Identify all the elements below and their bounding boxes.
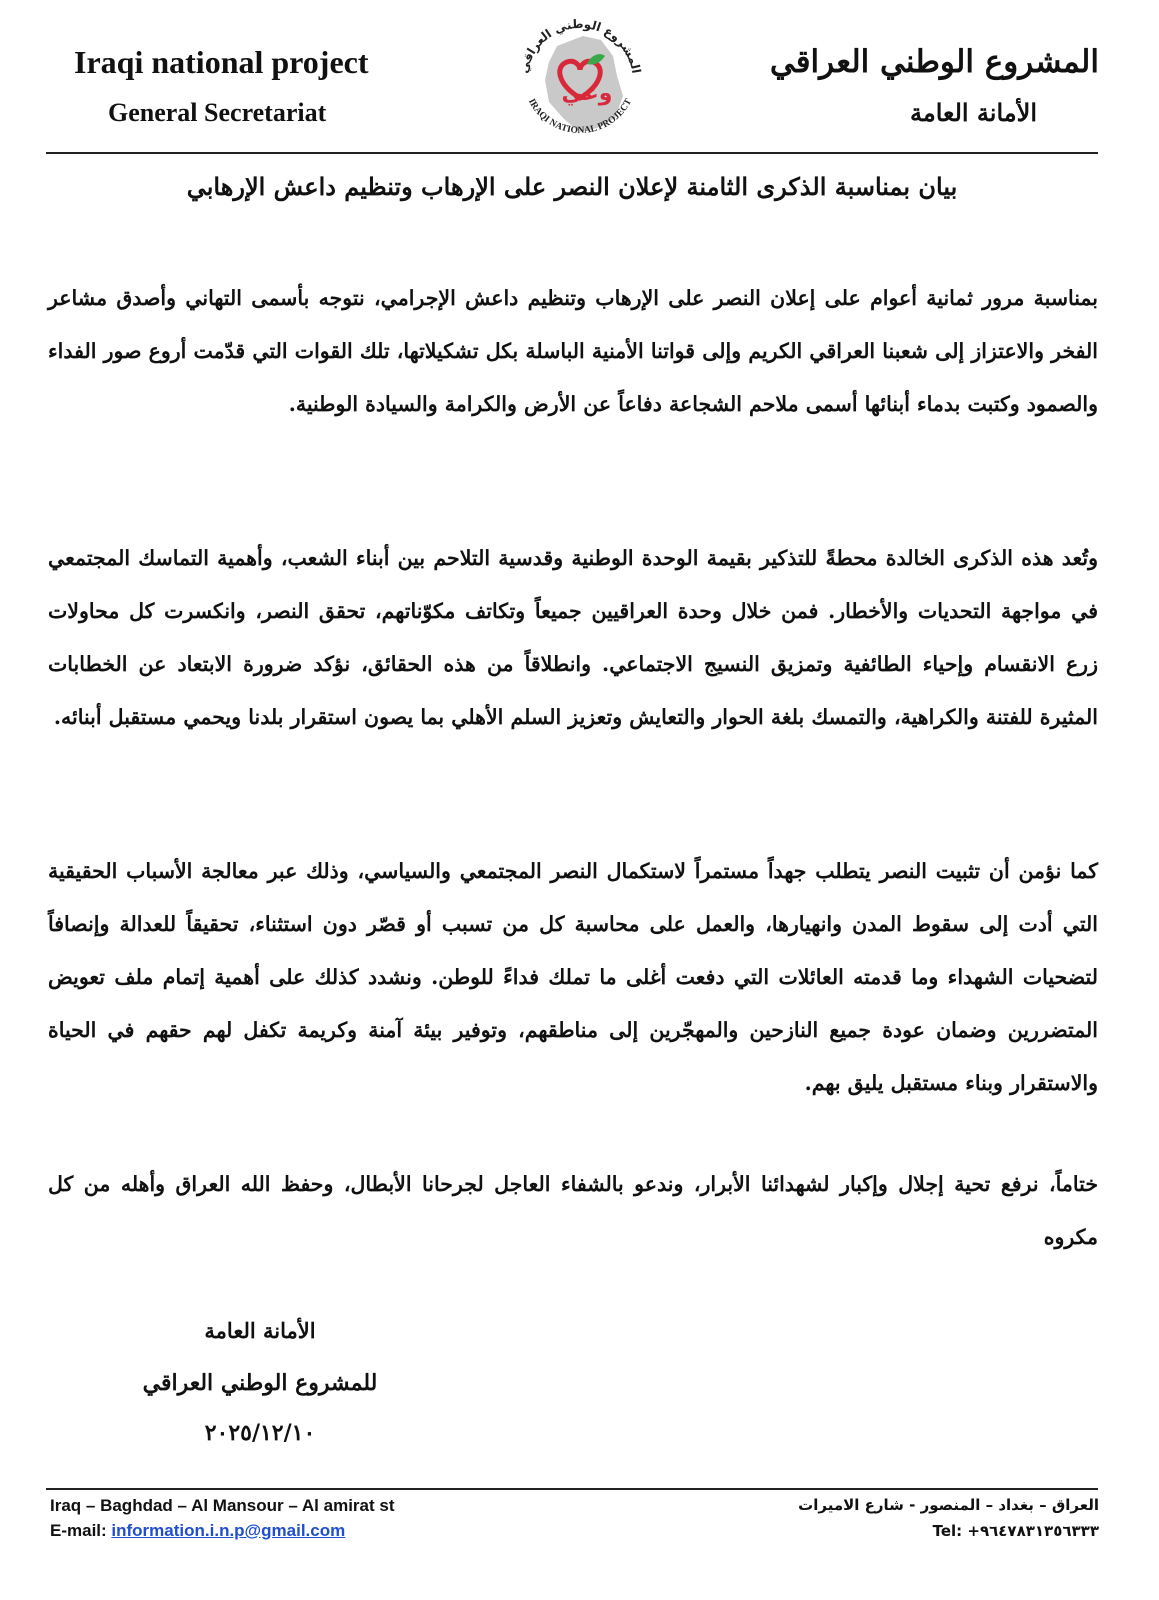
footer-address-arabic: العراق – بغداد – المنصور - شارع الاميرات	[798, 1496, 1099, 1514]
footer-divider	[46, 1488, 1098, 1490]
statement-title: بيان بمناسبة الذكرى الثامنة لإعلان النصر على الإرهاب وتنظيم داعش الإرهابي	[186, 172, 958, 201]
paragraph-1: بمناسبة مرور ثمانية أعوام على إعلان النصر على الإرهاب وتنظيم داعش الإجرامي، نتوجه بأسمى التهاني وأصدق مشاعر الفخر والاعتزاز إلى شعبنا العراقي الكريم وإلى قواتنا الأمنية الباسلة بكل تشكيلاتها، تلك القوات التي قدّمت أروع صور الفداء والصمود وكتبت بدماء أبنائها أسمى ملاحم الشجاعة دفاعاً عن الأرض والكرامة والسيادة الوطنية.	[48, 286, 1098, 416]
header-divider	[46, 152, 1098, 154]
signature-line-2: للمشروع الوطني العراقي	[142, 1370, 378, 1396]
project-logo	[505, 6, 655, 156]
paragraph-2: وتُعد هذه الذكرى الخالدة محطةً للتذكير بقيمة الوحدة الوطنية وقدسية التلاحم بين أبناء الشعب، وأهمية التماسك المجتمعي في مواجهة التحديات والأخطار. فمن خلال وحدة العراقيين جميعاً وتكاتف مكوّناتهم، تحقق النصر، وانكسرت كل محاولات زرع الانقسام وإحياء الطائفية وتمزيق النسيج الاجتماعي. وانطلاقاً من هذه الحقائق، نؤكد ضرورة الابتعاد عن الخطابات المثيرة للفتنة والكراهية، والتمسك بلغة الحوار والتعايش وتعزيز السلم الأهلي بما يصون استقرار بلدنا ويحمي مستقبل أبنائه.	[48, 546, 1098, 729]
header-english-subtitle: General Secretariat	[108, 98, 327, 127]
signature-line-1: الأمانة العامة	[204, 1318, 316, 1343]
footer-address-english: Iraq – Baghdad – Al Mansour – Al amirat st	[50, 1496, 395, 1515]
logo-arc-english: IRAQI NATIONAL PROJECT	[525, 97, 635, 137]
header-arabic-subtitle: الأمانة العامة	[909, 98, 1037, 127]
signature-date: ٢٠٢٥/١٢/١٠	[204, 1420, 316, 1446]
email-link[interactable]: information.i.n.p@gmail.com	[111, 1521, 346, 1540]
header-arabic-title: المشروع الوطني العراقي	[769, 44, 1099, 80]
footer-email	[50, 1521, 345, 1541]
paragraph-4: ختاماً، نرفع تحية إجلال وإكبار لشهدائنا الأبرار، وندعو بالشفاء العاجل لجرحانا الأبطال، وحفظ الله العراق وأهله من كل مكروه	[48, 1172, 1098, 1249]
paragraph-3: كما نؤمن أن تثبيت النصر يتطلب جهداً مستمراً لاستكمال النصر المجتمعي والسياسي، وذلك عبر معالجة الأسباب الحقيقية التي أدت إلى سقوط المدن وانهيارها، والعمل على محاسبة كل من تسبب أو قصّر دون استثناء، تحقيقاً للعدالة وإنصافاً لتضحيات الشهداء وما قدمته العائلات التي دفعت أغلى ما تملك فداءً للوطن. ونشدد كذلك على أهمية إتمام ملف تعويض المتضررين وضمان عودة جميع النازحين والمهجّرين إلى مناطقهم، وتوفير بيئة آمنة وكريمة تكفل لهم حقهم في الحياة والاستقرار وبناء مستقبل يليق بهم.	[48, 859, 1098, 1095]
header-english-title: Iraqi national project	[74, 44, 369, 80]
logo-arc-arabic: المشروع الوطني العراقي	[516, 16, 644, 75]
footer-telephone: Tel: +٩٦٤٧٨٣١٣٥٦٣٣٣	[932, 1522, 1099, 1540]
footer-email-label: E-mail:	[50, 1521, 112, 1540]
logo-center-text: وعي	[561, 81, 613, 106]
